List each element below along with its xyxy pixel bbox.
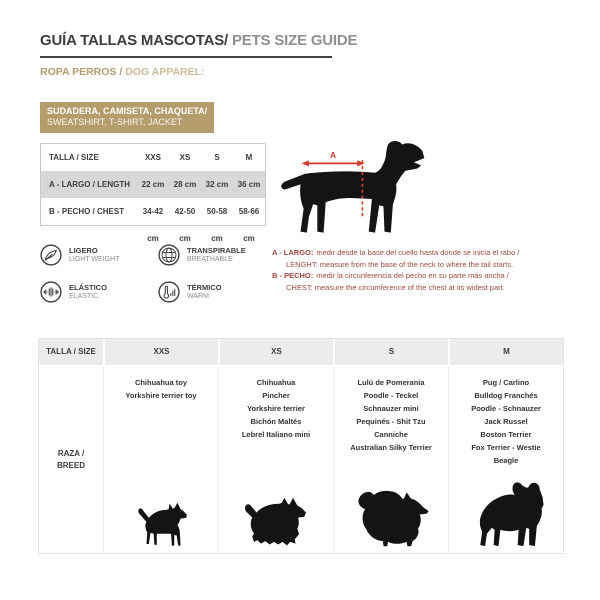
breed-name: Schnauzer mini — [363, 404, 419, 413]
breed-cell-m — [449, 367, 563, 553]
breed-cell-xxs — [104, 367, 218, 553]
feature-elastic — [40, 281, 152, 303]
measurement-diagram — [278, 135, 428, 240]
chest-xs: 42-50 cm — [174, 207, 196, 243]
size-col-m: M — [245, 153, 253, 162]
feather-icon — [40, 244, 62, 266]
length-m: 36 cm — [237, 180, 261, 189]
breed-name: Bulldog Franchés — [474, 391, 538, 400]
breed-name: Lebrel Italiano mini — [241, 430, 311, 439]
page-subtitle — [40, 66, 205, 78]
breed-name: Yorkshire terrier toy — [125, 391, 197, 400]
breed-name: Chihuahua toy — [134, 378, 188, 387]
breed-name: Chihuahua — [256, 378, 296, 387]
breed-header-xxs: XXS — [105, 339, 218, 365]
note-length-es: A - LARGO: medir desde la base del cuello hasta donde se inicia el rabo / — [272, 248, 520, 257]
measuring-notes — [272, 247, 574, 293]
chest-xxs: 34-42 cm — [142, 207, 164, 243]
breed-header-s: S — [335, 339, 448, 365]
chest-m: 58-66 cm — [238, 207, 260, 243]
breed-list-xxs — [125, 367, 196, 402]
breed-list-s — [350, 367, 432, 454]
breed-table — [38, 338, 564, 554]
garment-type-badge — [40, 102, 214, 133]
feature-label-en: ELASTIC — [69, 293, 99, 300]
breed-row-label — [39, 367, 103, 553]
breed-header-label: TALLA / SIZE — [39, 339, 103, 365]
chihuahua-silhouette — [133, 502, 189, 548]
breed-name: Pequinés - Shit Tzu — [356, 417, 426, 426]
length-s: 32 cm — [205, 180, 229, 189]
length-row — [41, 171, 265, 198]
page-title — [40, 32, 358, 58]
feature-label-es: TÉRMICO — [187, 283, 222, 292]
size-col-s: S — [214, 153, 220, 162]
breed-name: Bichón Maltés — [250, 417, 302, 426]
title-spanish: GUÍA TALLAS MASCOTAS/ — [40, 32, 229, 49]
length-row-label: A - LARGO / LENGTH — [49, 180, 131, 189]
badge-line-english: SWEATSHIRT, T-SHIRT, JACKET — [47, 117, 183, 127]
feature-lightweight — [40, 244, 152, 266]
fabric-features — [40, 244, 270, 303]
breed-name: Lulú de Pomerania — [357, 378, 425, 387]
size-table-header-label: TALLA / SIZE — [49, 153, 99, 162]
feature-label-es: LIGERO — [69, 246, 98, 255]
feature-label-en: BREATHABLE — [187, 256, 233, 263]
breed-table-header — [39, 339, 563, 365]
chest-row — [41, 198, 265, 243]
breed-cell-xs — [219, 367, 333, 553]
breed-name: Boston Terrier — [480, 430, 532, 439]
subtitle-spanish: ROPA PERROS / — [40, 66, 126, 78]
note-length-label: A - LARGO: — [272, 248, 314, 257]
breed-list-m — [471, 367, 541, 467]
size-table-header-row — [41, 144, 265, 171]
yorkshire-terrier-silhouette — [241, 496, 310, 548]
breed-name: Poodle - Teckel — [363, 391, 419, 400]
breed-name: Fox Terrier - Westie — [471, 443, 541, 452]
length-arrow-label: A — [330, 150, 337, 161]
feature-warm — [158, 281, 270, 303]
breed-name: Jack Russel — [484, 417, 528, 426]
size-col-xs: XS — [179, 153, 191, 162]
breed-header-xs: XS — [220, 339, 333, 365]
note-length-en: LENGHT: measure from the base of the neck to where the tail starts. — [286, 259, 514, 269]
breed-row-label-en: BREED — [56, 461, 85, 470]
pomeranian-silhouette — [351, 488, 430, 548]
feature-breathable — [158, 244, 270, 266]
size-table — [40, 143, 266, 243]
note-chest-en: CHEST: measure the circumference of the chest at its widest part. — [286, 282, 505, 292]
breed-name: Pug / Carlino — [482, 378, 530, 387]
subtitle-english: DOG APPAREL: — [125, 66, 205, 78]
breed-row-label-es: RAZA / — [57, 449, 85, 458]
length-xxs: 22 cm — [141, 180, 165, 189]
chest-row-label: B - PECHO / CHEST — [49, 207, 125, 216]
thermometer-icon — [158, 281, 180, 303]
breed-name: Beagle — [493, 456, 519, 465]
breed-name: Yorkshire terrier — [247, 404, 305, 413]
breed-name: Canniche — [374, 430, 408, 439]
breed-name: Australian Silky Terrier — [350, 443, 432, 452]
breed-cell-s — [334, 367, 448, 553]
breed-name: Pincher — [262, 391, 290, 400]
badge-line-spanish: SUDADERA, CAMISETA, CHAQUETA/ — [47, 106, 208, 116]
feature-label-en: WARM — [187, 293, 209, 300]
breed-table-body — [39, 365, 563, 553]
size-col-xxs: XXS — [144, 153, 161, 162]
title-english: PETS SIZE GUIDE — [228, 32, 358, 49]
note-chest-es: B - PECHO: medir la circunferencia del pecho en su parte más ancha / — [272, 271, 509, 280]
elastic-stretch-icon — [40, 281, 62, 303]
breathable-mesh-icon — [158, 244, 180, 266]
length-xs: 28 cm — [173, 180, 197, 189]
note-chest-label: B - PECHO: — [272, 271, 314, 280]
breed-list-xs — [242, 367, 310, 441]
chest-s: 50-58 cm — [206, 207, 228, 243]
feature-label-en: LIGHT WEIGHT — [69, 256, 120, 263]
breed-header-m: M — [450, 339, 563, 365]
french-bulldog-silhouette — [463, 478, 549, 548]
feature-label-es: TRANSPIRABLE — [187, 246, 246, 255]
length-arrow — [302, 150, 365, 166]
feature-label-es: ELÁSTICO — [69, 283, 107, 292]
breed-name: Poodle - Schnauzer — [471, 404, 541, 413]
dog-measurement-silhouette — [278, 135, 428, 240]
